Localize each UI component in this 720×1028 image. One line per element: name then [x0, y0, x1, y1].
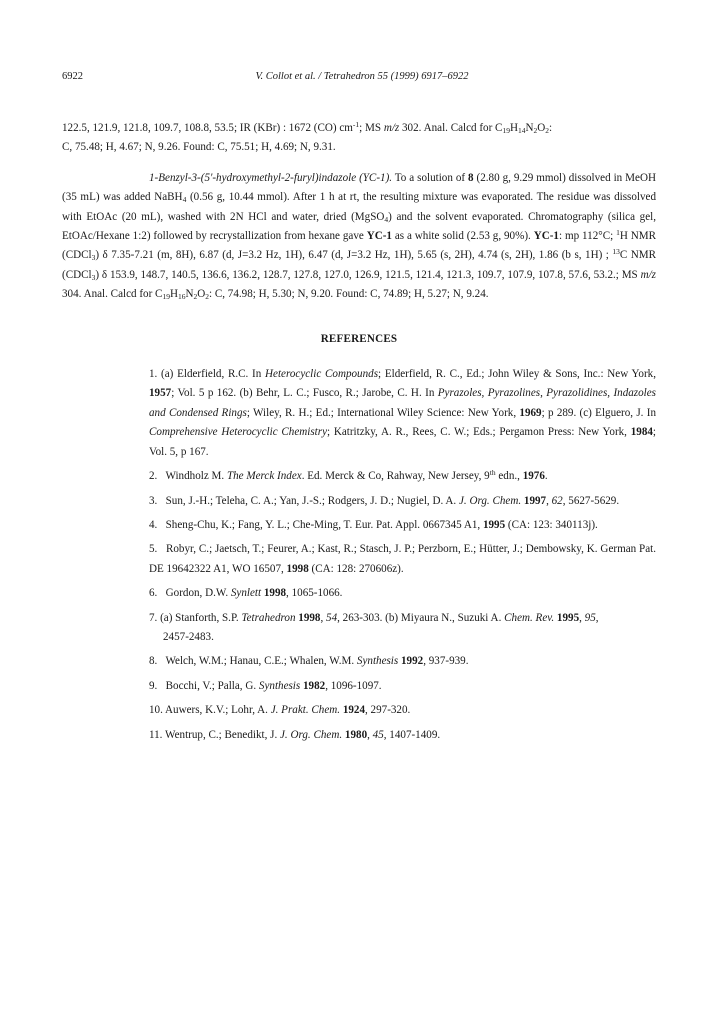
reference-item: 2. Windholz M. The Merck Index. Ed. Merck & Co, Rahway, New Jersey, 9th edn., 1976.	[149, 468, 548, 483]
paragraph-continued: 122.5, 121.9, 121.8, 109.7, 108.8, 53.5; IR (KBr) : 1672 (CO) $cm^{-1}$; MS m/z 302. Anal. Calcd for $C_{19}H_{14}N_2O_2$: C, 75.48; H, 4.67; N, 9.26. Found: C, 75.51; H, 4.69; N, 9.31.	[62, 120, 553, 154]
references-list	[149, 365, 659, 745]
reference-item: 4. Sheng-Chu, K.; Fang, Y. L.; Che-Ming, T. Eur. Pat. Appl. 0667345 A1, 1995 (CA: 123: 340113j).	[149, 518, 598, 531]
reference-item: 10. Auwers, K.V.; Lohr, A. J. Prakt. Chem. 1924, 297-320.	[149, 704, 411, 717]
reference-item: 9. Bocchi, V.; Palla, G. Synthesis 1982, 1096-1097.	[149, 679, 382, 692]
reference-item: 6. Gordon, D.W. Synlett 1998, 1065-1066.	[149, 587, 343, 600]
reference-item: 8. Welch, W.M.; Hanau, C.E.; Whalen, W.M. Synthesis 1992, 937-939.	[149, 655, 469, 668]
reference-item: 7. (a) Stanforth, S.P. Tetrahedron 1998, 54, 263-303. (b) Miyaura N., Suzuki A. Chem. Rev. 1995, 95, 2457-2483.	[149, 611, 599, 643]
page-header	[62, 71, 662, 87]
article-body	[62, 119, 659, 750]
reference-item: 3. Sun, J.-H.; Teleha, C. A.; Yan, J.-S.; Rodgers, J. D.; Nugiel, D. A. J. Org. Chem. 1997, 62, 5627-5629.	[149, 494, 620, 507]
reference-item: 5. Robyr, C.; Jaetsch, T.; Feurer, A.; Kast, R.; Stasch, J. P.; Perzborn, E.; Hütter, J.; Dembowsky, K. German Pat. DE 19642322 A1, WO 16507, 1998 (CA: 128: 270606z).	[149, 543, 659, 575]
references-heading: REFERENCES	[320, 332, 398, 345]
reference-item: 1. (a) Elderfield, R.C. In Heterocyclic Compounds; Elderfield, R. C., Ed.; John Wiley & Sons, Inc.: New York, 1957; Vol. 5 p 162. (b) Behr, L. C.; Fusco, R.; Jarobe, C. H. In Pyrazoles, Pyrazolines, Pyrazolidines, Indazoles and Condensed Rings; Wiley, R. H.; Ed.; International Wiley Science: New York, 1969; p 289. (c) Elguero, J. In Comprehensive Heterocyclic Chemistry; Katritzky, A. R., Rees, C. W.; Eds.; Pergamon Press: New York, 1984; Vol. 5, p 167.	[149, 368, 657, 458]
reference-item: 11. Wentrup, C.; Benedikt, J. J. Org. Chem. 1980, 45, 1407-1409.	[149, 728, 441, 741]
page-number: 6922	[62, 71, 83, 82]
running-head: V. Collot et al. / Tetrahedron 55 (1999) 6917–6922	[255, 71, 469, 82]
compound-title: 1-Benzyl-3-(5'-hydroxymethyl-2-furyl)indazole (YC-1).	[149, 171, 393, 184]
experimental-paragraph-yc1: 1-Benzyl-3-(5'-hydroxymethyl-2-furyl)indazole (YC-1). To a solution of 8 (2.80 g, 9.29 mmol) dissolved in MeOH (35 mL) was added NaBH$_4$ (0.56 g, 10.44 mmol). After 1 h at rt, the resulting mixture was evaporated. The residue was dissolved with EtOAc (20 mL), washed with 2N HCl and water, dried (MgSO$_4$) and the solvent evaporated. Chromatography (silica gel, EtOAc/Hexane 1:2) followed by recrystallization from hexane gave YC-1 as a white solid (2.53 g, 90%). YC-1: mp 112°C; $^1$H NMR (CDCl$_3$) δ 7.35-7.21 (m, 8H), 6.87 (d, J=3.2 Hz, 1H), 6.47 (d, J=3.2 Hz, 1H), 5.65 (s, 2H), 4.74 (s, 2H), 1.86 (b s, 1H) ; $^{13}$C NMR (CDCl$_3$) δ 153.9, 148.7, 140.5, 136.6, 136.2, 128.7, 127.8, 127.0, 126.9, 121.5, 121.4, 121.3, 109.7, 107.9, 107.8, 57.6, 53.2.; MS m/z 304. Anal. Calcd for $C_{19}H_{16}N_2O_2$: C, 74.98; H, 5.30; N, 9.20. Found: C, 74.89; H, 5.27; N, 9.24.	[62, 171, 657, 302]
